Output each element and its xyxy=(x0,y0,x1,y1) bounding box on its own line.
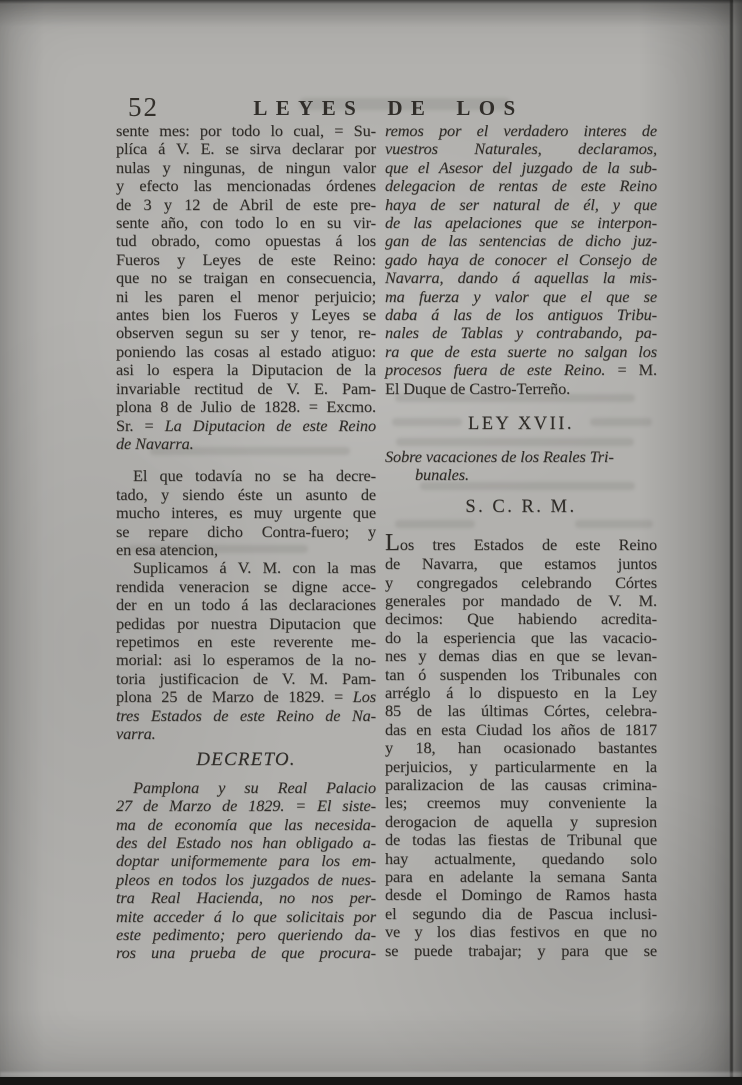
text-segment: ma de economía que las necesida- xyxy=(116,814,376,834)
text-line xyxy=(385,122,657,140)
text-segment: desde el Domingo de Ramos hasta xyxy=(385,885,657,905)
text-segment: arréglo á lo dispuesto en la Ley xyxy=(385,683,657,703)
text-segment: plona 8 de Julio de 1828. = Excmo. xyxy=(116,397,376,417)
text-line xyxy=(385,159,657,177)
text-segment: de las apelaciones que se interpon- xyxy=(385,213,657,233)
text-line xyxy=(385,868,657,886)
text-segment: tado, y siendo éste un asunto de xyxy=(116,484,376,504)
page-number: 52 xyxy=(128,92,159,122)
text-line xyxy=(116,633,376,651)
text-segment: Navarra, dando á aquellas la mis- xyxy=(385,268,657,288)
text-line xyxy=(385,666,657,684)
text-line xyxy=(385,850,657,868)
text-segment: de todas las fiestas de Tribunal que xyxy=(385,830,657,850)
text-line xyxy=(385,528,657,556)
right-text-column xyxy=(385,122,657,960)
text-segment: se puede trabajar; y para que se xyxy=(385,940,657,960)
decreto-paragraph xyxy=(116,779,376,963)
text-segment: nales de Tablas y contrabando, pa- xyxy=(385,323,657,343)
text-line xyxy=(385,574,657,592)
text-segment: Pamplona y su Real Palacio xyxy=(133,777,376,797)
text-line xyxy=(116,177,376,195)
text-line xyxy=(116,707,376,725)
text-line xyxy=(116,324,376,342)
text-line xyxy=(385,196,657,214)
text-segment: haya de ser natural de él, y que xyxy=(385,194,657,214)
ley-heading: LEY XVII. xyxy=(467,414,575,435)
text-line xyxy=(116,871,376,889)
text-line xyxy=(116,214,376,232)
text-line xyxy=(385,288,657,306)
text-segment: morial: asi lo esperamos de la no- xyxy=(116,650,376,670)
text-line xyxy=(385,942,657,960)
text-line xyxy=(116,908,376,926)
text-segment: nulas y ningunas, de ningun valor xyxy=(116,157,376,177)
scan-edge-top xyxy=(0,0,742,4)
text-segment: 85 de las últimas Córtes, celebra- xyxy=(385,701,657,721)
text-segment: Suplicamos á V. M. con la mas xyxy=(133,558,376,578)
text-segment: y efecto las mencionadas órdenes xyxy=(116,176,376,196)
text-segment: gado haya de conocer el Consejo de xyxy=(385,249,657,269)
text-line xyxy=(116,269,376,287)
text-line xyxy=(116,651,376,669)
text-segment: se repare dicho Contra-fuero; y xyxy=(116,521,376,541)
text-line xyxy=(385,251,657,269)
text-segment: sente mes: por todo lo cual, = Su- xyxy=(116,121,376,140)
text-segment: Sr. = xyxy=(116,415,165,435)
text-segment: pleos en todos los juzgados de nues- xyxy=(116,869,376,889)
text-segment: decimos: Que habiendo acredita- xyxy=(385,609,657,629)
text-line xyxy=(385,905,657,923)
text-line xyxy=(385,214,657,232)
text-line xyxy=(385,702,657,720)
scrm-paragraph xyxy=(385,528,657,960)
text-segment: Sobre vacaciones de los Reales Tri- xyxy=(385,446,614,466)
text-line xyxy=(385,647,657,665)
text-segment: os tres Estados de este Reino xyxy=(399,534,657,554)
text-line xyxy=(116,398,376,416)
text-line xyxy=(385,448,657,466)
text-line xyxy=(116,251,376,269)
left-text-column xyxy=(116,122,376,963)
text-segment: toria justificacion de V. M. Pam- xyxy=(116,668,376,688)
text-line xyxy=(385,886,657,904)
text-segment: asi lo espera la Diputacion de la xyxy=(116,360,376,380)
text-segment: les; creemos muy conveniente la xyxy=(385,793,657,813)
text-segment: vuestros Naturales, declaramos, xyxy=(385,139,657,159)
scan-edge-bottom xyxy=(0,1077,742,1085)
text-segment: el segundo dia de Pascua inclusi- xyxy=(385,903,657,923)
text-line xyxy=(385,610,657,628)
text-segment: ni les paren el menor perjuicio; xyxy=(116,286,376,306)
text-segment: El que todavía no se ha decre- xyxy=(133,466,376,486)
petition-paragraph xyxy=(116,467,376,743)
text-line xyxy=(116,122,376,140)
text-line xyxy=(116,889,376,907)
text-segment: tan ó suspenden los Tribunales con xyxy=(385,664,657,684)
continuation-paragraph xyxy=(116,122,376,453)
text-line xyxy=(116,159,376,177)
text-line xyxy=(385,140,657,158)
text-segment: tra Real Hacienda, no nos per- xyxy=(116,888,376,908)
text-line xyxy=(385,232,657,250)
text-segment: repetimos en este reverente me- xyxy=(116,631,376,651)
text-segment: procesos fuera de este Reino. xyxy=(385,360,606,380)
text-segment: perjuicios, y particularmente en la xyxy=(385,756,657,776)
text-line xyxy=(385,306,657,324)
text-segment: do la esperiencia que las vacacio- xyxy=(385,627,657,647)
text-segment: mucho interes, es muy urgente que xyxy=(116,503,376,523)
text-segment: = M. xyxy=(605,360,657,380)
text-segment: y 18, han ocasionado bastantes xyxy=(385,738,657,758)
text-line xyxy=(385,794,657,812)
text-segment: ros una prueba de que procura- xyxy=(116,943,376,963)
text-segment: das en esta Ciudad los años de 1817 xyxy=(385,719,657,739)
text-line xyxy=(116,232,376,250)
text-segment: en esa atencion, xyxy=(116,539,218,559)
text-line xyxy=(116,541,376,559)
text-segment: plíca á V. E. se sirva declarar por xyxy=(116,139,376,159)
text-segment: nes y demas dias en que se levan- xyxy=(385,646,657,666)
text-line xyxy=(116,417,376,435)
text-segment: L xyxy=(385,528,400,556)
text-line xyxy=(116,435,376,453)
text-line xyxy=(116,140,376,158)
text-segment: doptar uniformemente para los em- xyxy=(116,851,376,871)
text-line xyxy=(116,486,376,504)
text-line xyxy=(385,831,657,849)
text-line xyxy=(116,361,376,379)
text-line xyxy=(116,926,376,944)
ley-subtitle xyxy=(385,448,657,485)
text-line xyxy=(116,816,376,834)
text-segment: Los xyxy=(352,687,376,707)
text-line xyxy=(116,467,376,485)
text-segment: derogacion de aquella y supresion xyxy=(385,811,657,831)
text-segment: observen segun su ser y tenor, re- xyxy=(116,323,376,343)
decreto-heading: DECRETO. xyxy=(196,749,296,771)
text-line xyxy=(385,776,657,794)
text-line xyxy=(385,721,657,739)
text-line xyxy=(116,596,376,614)
text-line xyxy=(385,555,657,573)
text-line xyxy=(385,380,657,398)
text-segment: remos por el verdadero interes de xyxy=(385,121,657,140)
text-segment: daba á las de los antiguos Tribu- xyxy=(385,305,657,325)
text-segment: Fueros y Leyes de este Reino: xyxy=(116,249,376,269)
decree-continuation-paragraph xyxy=(385,122,657,398)
text-line xyxy=(116,852,376,870)
text-line xyxy=(385,684,657,702)
text-segment: ve y los dias festivos en que no xyxy=(385,922,657,942)
scrm-heading: S. C. R. M. xyxy=(465,497,577,518)
text-segment: La Diputacion de este Reino xyxy=(164,415,376,435)
text-line xyxy=(116,725,376,743)
text-line xyxy=(116,380,376,398)
text-segment: hay actualmente, quedando solo xyxy=(385,848,657,868)
text-line xyxy=(385,269,657,287)
text-segment: para en adelante la semana Santa xyxy=(385,867,657,887)
text-segment: este pedimento; pero queriendo da- xyxy=(116,925,376,945)
text-segment: que el Asesor del juzgado de la sub- xyxy=(385,157,657,177)
text-line xyxy=(116,306,376,324)
text-line xyxy=(116,288,376,306)
text-segment: que no se traigan en consecuencia, xyxy=(116,268,376,288)
scan-edge-right xyxy=(733,0,742,1085)
text-line xyxy=(116,343,376,361)
text-segment: generales por mandado de V. M. xyxy=(385,590,657,610)
text-segment: des del Estado nos han obligado a- xyxy=(116,833,376,853)
text-segment: rendida veneracion se digne acce- xyxy=(116,576,376,596)
text-line xyxy=(385,758,657,776)
text-line xyxy=(385,324,657,342)
text-segment: der en un todo á las declaraciones xyxy=(116,595,376,615)
text-line xyxy=(385,813,657,831)
text-line xyxy=(385,343,657,361)
text-segment: paralizacion de las causas crimina- xyxy=(385,775,657,795)
text-segment: El Duque de Castro-Terreño. xyxy=(385,378,571,398)
text-line xyxy=(385,739,657,757)
text-line xyxy=(116,944,376,962)
text-line xyxy=(116,779,376,797)
text-segment: ma fuerza y valor que el que se xyxy=(385,286,657,306)
text-segment: gan de las sentencias de dicho juz- xyxy=(385,231,657,251)
text-segment: pedidas por nuestra Diputacion que xyxy=(116,613,376,633)
text-segment: de Navarra, que estamos juntos xyxy=(385,554,657,574)
scan-edge-right-line xyxy=(730,0,733,1085)
text-line xyxy=(116,504,376,522)
text-line xyxy=(116,688,376,706)
text-segment: 27 de Marzo de 1829. = El siste- xyxy=(116,796,376,816)
text-line xyxy=(116,797,376,815)
text-segment: de Navarra. xyxy=(116,433,194,453)
text-segment: y congregados celebrando Córtes xyxy=(385,572,657,592)
text-line xyxy=(385,361,657,379)
text-line xyxy=(116,578,376,596)
text-segment: ra que de esta suerte no salgan los xyxy=(385,341,657,361)
text-segment: tres Estados de este Reino de Na- xyxy=(116,705,376,725)
text-segment: mite acceder á lo que solicitais por xyxy=(116,906,376,926)
text-line xyxy=(385,177,657,195)
text-segment: tud obrado, como opuestas á los xyxy=(116,231,376,251)
text-line xyxy=(385,466,657,484)
text-segment: de 3 y 12 de Abril de este pre- xyxy=(116,194,376,214)
text-line xyxy=(116,615,376,633)
text-segment: poniendo las cosas al estado atiguo: xyxy=(116,341,376,361)
text-segment: delegacion de rentas de este Reino xyxy=(385,176,657,196)
text-segment: sente año, con todo lo en su vir- xyxy=(116,213,376,233)
text-segment: bunales. xyxy=(415,464,469,484)
text-segment: plona 25 de Marzo de 1829. = xyxy=(116,687,353,707)
text-segment: antes bien los Fueros y Leyes se xyxy=(116,305,376,325)
text-line xyxy=(116,670,376,688)
text-line xyxy=(385,592,657,610)
text-line xyxy=(116,523,376,541)
text-line xyxy=(116,559,376,577)
text-segment: invariable rectitud de V. E. Pam- xyxy=(116,378,376,398)
text-line xyxy=(116,834,376,852)
text-line xyxy=(385,923,657,941)
text-segment: varra. xyxy=(116,724,156,743)
running-title: LEYES DE LOS xyxy=(253,96,524,120)
text-line xyxy=(116,196,376,214)
text-line xyxy=(385,629,657,647)
